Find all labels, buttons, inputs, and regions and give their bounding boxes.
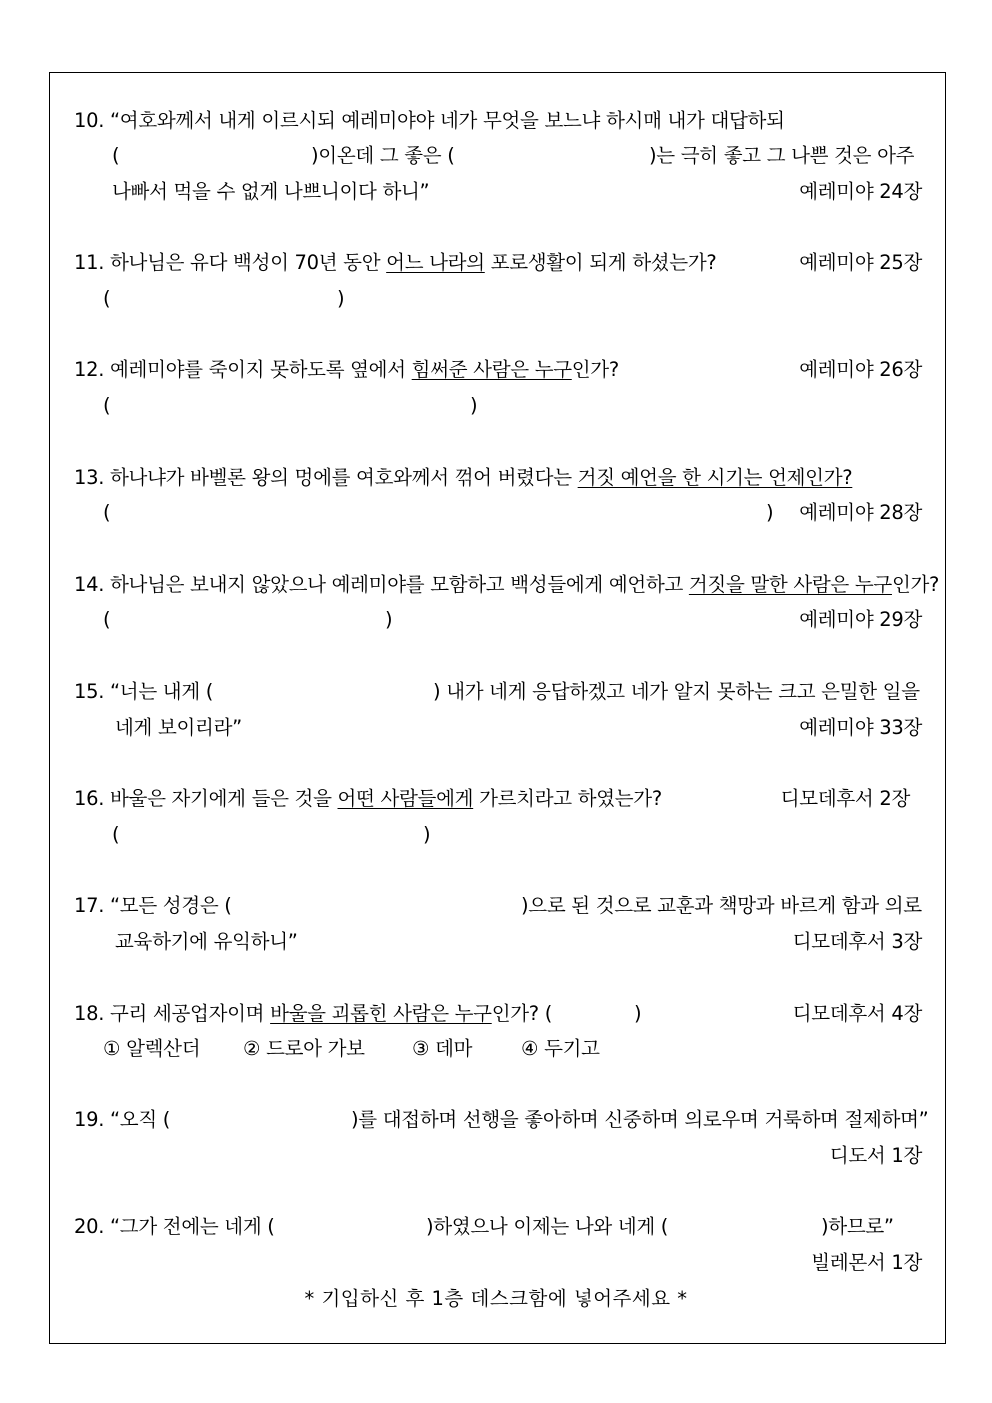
question-10-line-3: 나빠서 먹을 수 없게 나쁘니이다 하니” [112,180,430,203]
question-17-reference: 디모데후서 3장 [792,930,922,953]
question-20-middle: )하였으나 이제는 나와 네게 ( [426,1215,669,1238]
question-14-blank-open: ( [103,608,111,631]
question-15-line-1-start: 15. “너는 내게 ( [74,680,214,703]
question-13-underline: 거짓 예언을 한 시기는 언제인가? [577,466,853,489]
question-18-blank-close: ) [634,1002,642,1025]
question-20-start: 20. “그가 전에는 네게 ( [74,1215,275,1238]
submission-notice: * 기입하신 후 1층 데스크함에 넣어주세요 * [304,1287,688,1310]
question-11-blank-close: ) [337,287,345,310]
question-14-underline: 거짓을 말한 사람은 누구 [688,573,892,596]
question-10-line-2-mid: )이온데 그 좋은 ( [311,144,455,167]
question-13-blank-open: ( [103,501,111,524]
question-11-reference: 예레미야 25장 [799,251,922,274]
question-11-underline: 어느 나라의 [386,251,485,274]
question-18-text: 18. 구리 세공업자이며 바울을 괴롭힌 사람은 누구인가? ( [74,1002,553,1025]
question-10-line-1: 10. “여호와께서 내게 이르시되 예레미야야 네가 무엇을 보느냐 하시매 내가 대답하되 [74,109,785,132]
question-14-text: 14. 하나님은 보내지 않았으나 예레미야를 모함하고 백성들에게 예언하고 거짓을 말한 사람은 누구인가? [74,573,940,596]
question-18-option-4: ④ 두기고 [521,1037,600,1060]
question-12-blank-close: ) [470,394,478,417]
question-15-line-2: 네게 보이리라” [115,716,242,739]
question-16-blank-open: ( [112,823,120,846]
question-10-blank-open: ( [112,144,120,167]
question-18-underline: 바울을 괴롭힌 사람은 누구 [270,1002,492,1025]
question-17-line-1-end: )으로 된 것으로 교훈과 책망과 바르게 함과 의로 [521,894,922,917]
question-11-text: 11. 하나님은 유다 백성이 70년 동안 어느 나라의 포로생활이 되게 하셨는가? [74,251,717,274]
question-17-line-1-start: 17. “모든 성경은 ( [74,894,232,917]
question-18-option-3: ③ 데마 [412,1037,473,1060]
question-13-reference: 예레미야 28장 [799,501,922,524]
question-13-text: 13. 하나냐가 바벨론 왕의 멍에를 여호와께서 꺾어 버렸다는 거짓 예언을 한 시기는 언제인가? [74,466,853,489]
question-19-reference: 디도서 1장 [829,1144,922,1167]
question-14-blank-close: ) [385,608,393,631]
question-18-option-2: ② 드로아 가보 [243,1037,365,1060]
question-16-text: 16. 바울은 자기에게 들은 것을 어떤 사람들에게 가르치라고 하였는가? [74,787,662,810]
question-14-reference: 예레미야 29장 [799,608,922,631]
question-20-reference: 빌레몬서 1장 [811,1251,922,1274]
question-12-reference: 예레미야 26장 [799,358,922,381]
question-19-start: 19. “오직 ( [74,1108,171,1131]
question-12-blank-open: ( [103,394,111,417]
question-19-end: )를 대접하며 선행을 좋아하며 신중하며 의로우며 거룩하며 절제하며” [351,1108,929,1131]
question-15-reference: 예레미야 33장 [799,716,922,739]
question-16-reference: 디모데후서 2장 [780,787,910,810]
question-11-blank-open: ( [103,287,111,310]
question-16-underline: 어떤 사람들에게 [337,787,474,810]
question-16-blank-close: ) [423,823,431,846]
question-10-line-2-end: )는 극히 좋고 그 나쁜 것은 아주 [649,144,915,167]
question-15-line-1-end: ) 내가 네게 응답하겠고 네가 알지 못하는 크고 은밀한 일을 [433,680,920,703]
question-18-option-1: ① 알렉산더 [103,1037,201,1060]
question-17-line-2: 교육하기에 유익하니” [115,930,298,953]
question-12-text: 12. 예레미야를 죽이지 못하도록 옆에서 힘써준 사람은 누구인가? [74,358,619,381]
question-20-end: )하므로” [821,1215,894,1238]
question-18-reference: 디모데후서 4장 [792,1002,922,1025]
question-12-underline: 힘써준 사람은 누구 [411,358,572,381]
question-13-blank-close: ) [766,501,774,524]
question-10-reference: 예레미야 24장 [799,180,922,203]
